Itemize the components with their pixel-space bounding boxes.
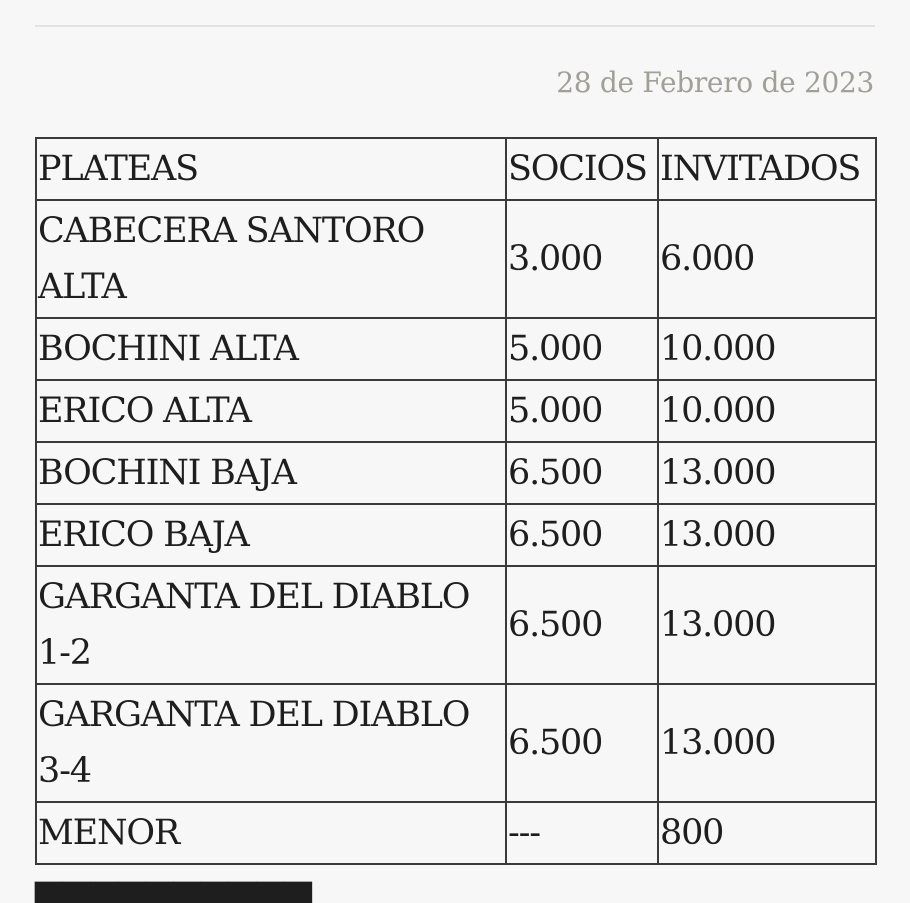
platea-name: ERICO BAJA	[36, 504, 506, 566]
table-row	[36, 442, 876, 504]
table-row	[36, 566, 876, 684]
table-header-row	[36, 138, 876, 200]
invitados-price: 13.000	[658, 442, 876, 504]
platea-name: GARGANTA DEL DIABLO 1-2	[36, 566, 506, 684]
price-table	[35, 137, 877, 865]
platea-name: BOCHINI ALTA	[36, 318, 506, 380]
socios-price: 6.500	[506, 566, 658, 684]
invitados-price: 13.000	[658, 684, 876, 802]
platea-name: BOCHINI BAJA	[36, 442, 506, 504]
table-row	[36, 504, 876, 566]
table-row	[36, 200, 876, 318]
cut-off-heading-fragment: ▄▄▄▄▄▄▄▄▄▄	[35, 861, 312, 903]
invitados-price: 10.000	[658, 318, 876, 380]
table-row	[36, 380, 876, 442]
invitados-price: 13.000	[658, 566, 876, 684]
column-header-plateas: PLATEAS	[36, 138, 506, 200]
publish-date: 28 de Febrero de 2023	[556, 66, 874, 99]
column-header-socios: SOCIOS	[506, 138, 658, 200]
table-row	[36, 318, 876, 380]
top-divider	[35, 25, 875, 27]
platea-name: ERICO ALTA	[36, 380, 506, 442]
table-row	[36, 684, 876, 802]
platea-name: GARGANTA DEL DIABLO 3-4	[36, 684, 506, 802]
socios-price: 3.000	[506, 200, 658, 318]
column-header-invitados: INVITADOS	[658, 138, 876, 200]
invitados-price: 6.000	[658, 200, 876, 318]
table-row	[36, 802, 876, 864]
platea-name: CABECERA SANTORO ALTA	[36, 200, 506, 318]
socios-price: 5.000	[506, 318, 658, 380]
socios-price: 5.000	[506, 380, 658, 442]
invitados-price: 800	[658, 802, 876, 864]
platea-name: MENOR	[36, 802, 506, 864]
socios-price: 6.500	[506, 504, 658, 566]
invitados-price: 13.000	[658, 504, 876, 566]
invitados-price: 10.000	[658, 380, 876, 442]
socios-price: 6.500	[506, 442, 658, 504]
socios-price: ---	[506, 802, 658, 864]
socios-price: 6.500	[506, 684, 658, 802]
